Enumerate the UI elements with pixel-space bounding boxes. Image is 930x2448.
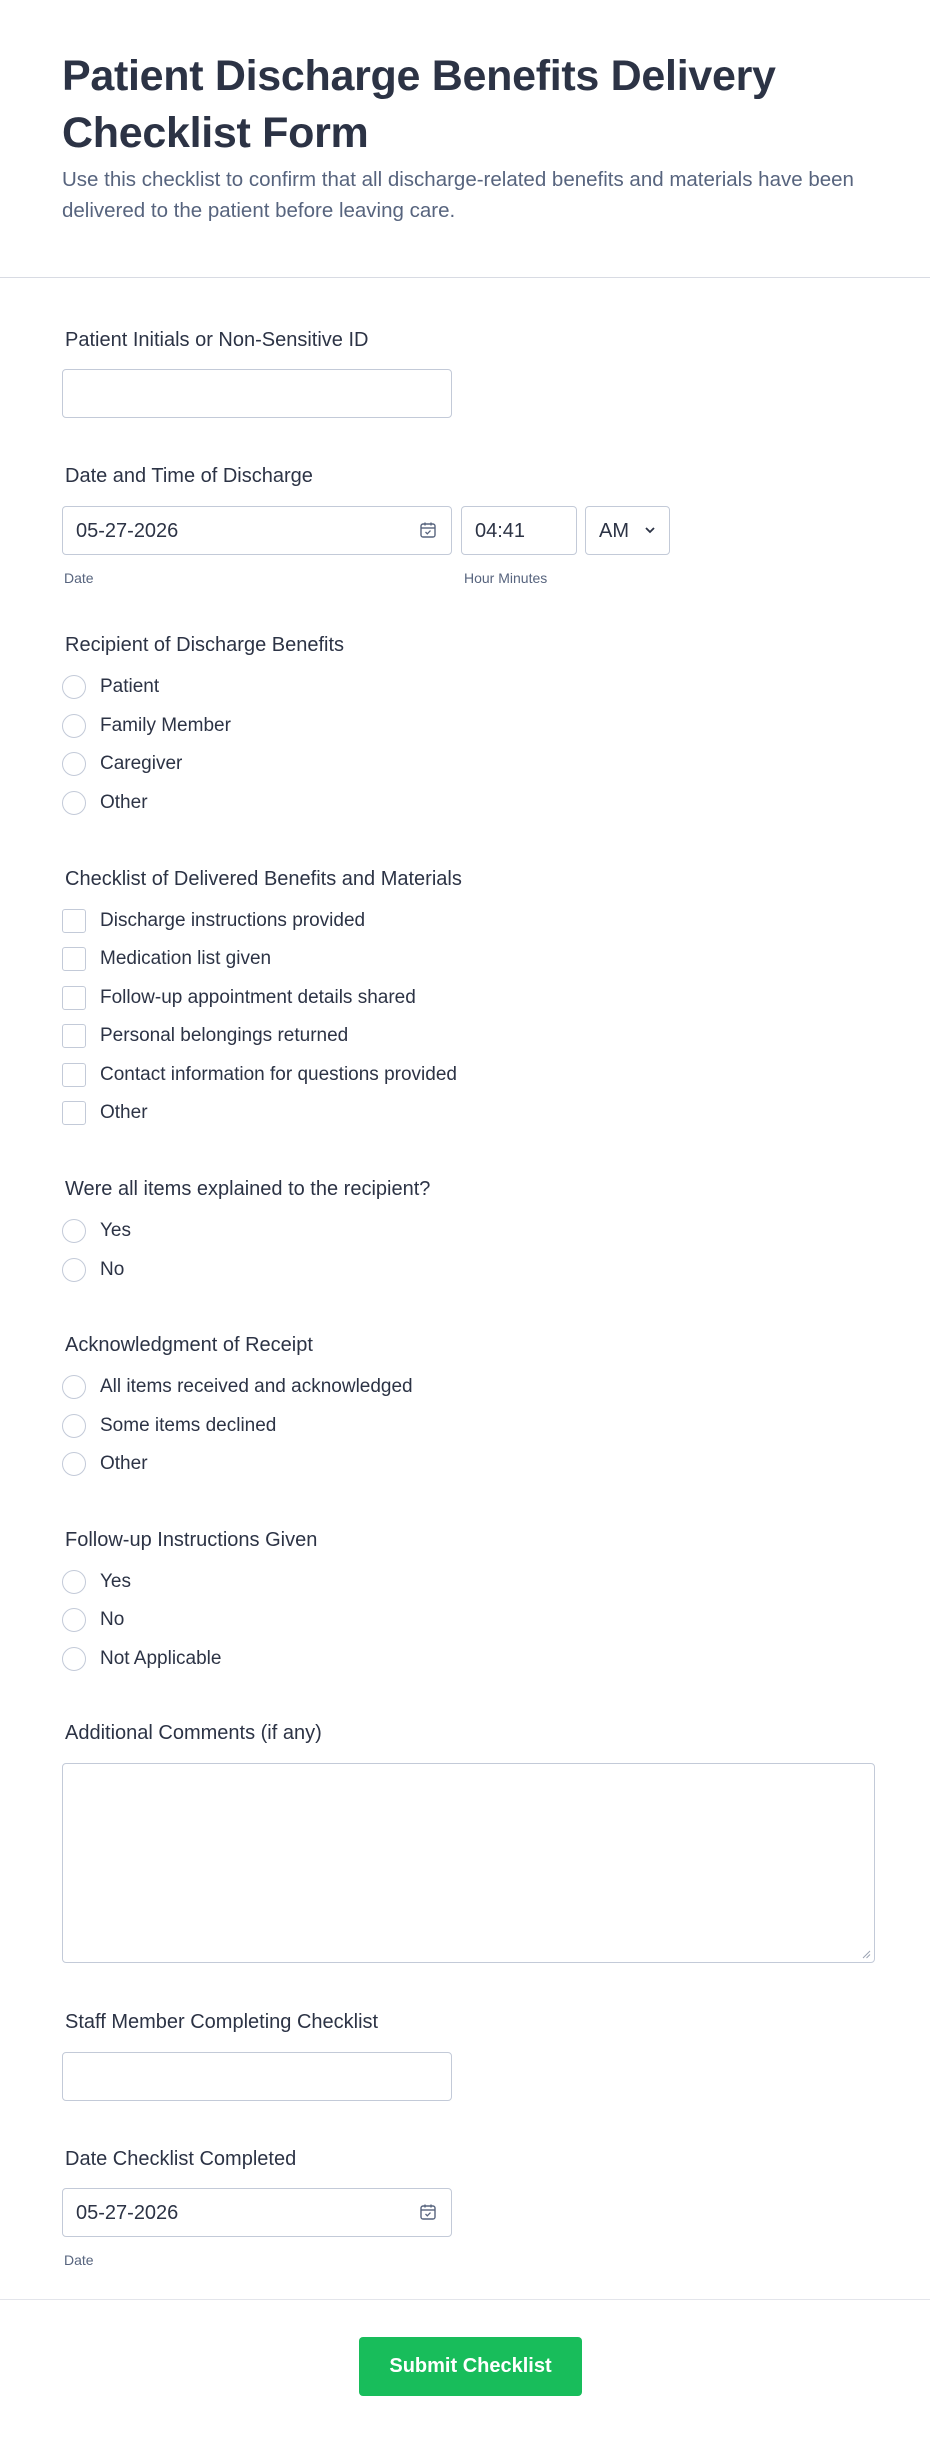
followup-label: Follow-up Instructions Given xyxy=(65,1529,318,1551)
ampm-select[interactable]: AM xyxy=(585,506,670,555)
time-sublabel: Hour Minutes xyxy=(464,570,548,586)
radio-button[interactable] xyxy=(62,675,86,699)
recipient-label: Recipient of Discharge Benefits xyxy=(65,634,345,656)
radio-button[interactable] xyxy=(62,1570,86,1594)
acknowledgment-label: Acknowledgment of Receipt xyxy=(65,1334,313,1356)
checkbox-option[interactable]: Contact information for questions provided xyxy=(62,1062,457,1088)
checkbox[interactable] xyxy=(62,947,86,971)
discharge-time-input[interactable]: 04:41 xyxy=(461,506,577,555)
radio-option-caregiver[interactable]: Caregiver xyxy=(62,751,182,777)
radio-option-not-applicable[interactable]: Not Applicable xyxy=(62,1646,221,1672)
completed-date-input[interactable]: 05-27-2026 xyxy=(62,2188,452,2237)
resize-handle-icon[interactable] xyxy=(861,1949,871,1959)
staff-label: Staff Member Completing Checklist xyxy=(65,2011,379,2033)
checkbox[interactable] xyxy=(62,1101,86,1125)
radio-button[interactable] xyxy=(62,1258,86,1282)
checkbox[interactable] xyxy=(62,1063,86,1087)
radio-button[interactable] xyxy=(62,1414,86,1438)
checkbox-option[interactable]: Discharge instructions provided xyxy=(62,908,365,934)
staff-input[interactable] xyxy=(62,2052,452,2101)
form-description: Use this checklist to confirm that all discharge-related benefits and materials have been delivered to the patient before leaving care. xyxy=(62,168,854,222)
radio-option-no[interactable]: No xyxy=(62,1607,124,1633)
form-header xyxy=(0,0,930,278)
radio-option-other[interactable]: Other xyxy=(62,1451,148,1477)
patient-id-input[interactable] xyxy=(62,369,452,418)
radio-button[interactable] xyxy=(62,1375,86,1399)
calendar-icon[interactable] xyxy=(419,521,437,539)
calendar-icon[interactable] xyxy=(419,2203,437,2221)
radio-button[interactable] xyxy=(62,714,86,738)
checkbox-option[interactable]: Other xyxy=(62,1100,148,1126)
checkbox-option[interactable]: Medication list given xyxy=(62,946,271,972)
date-sublabel: Date xyxy=(64,570,94,586)
radio-button[interactable] xyxy=(62,752,86,776)
radio-button[interactable] xyxy=(62,1608,86,1632)
checkbox[interactable] xyxy=(62,909,86,933)
submit-button[interactable]: Submit Checklist xyxy=(359,2337,582,2396)
checkbox[interactable] xyxy=(62,986,86,1010)
radio-button[interactable] xyxy=(62,1219,86,1243)
discharge-date-input[interactable]: 05-27-2026 xyxy=(62,506,452,555)
discharge-datetime-label: Date and Time of Discharge xyxy=(65,465,313,487)
radio-option-family-member[interactable]: Family Member xyxy=(62,713,231,739)
patient-id-label: Patient Initials or Non-Sensitive ID xyxy=(65,329,369,351)
radio-option-patient[interactable]: Patient xyxy=(62,674,159,700)
form-title: Patient Discharge Benefits Delivery Checklist Form xyxy=(62,52,776,157)
checkbox-option[interactable]: Follow-up appointment details shared xyxy=(62,985,416,1011)
comments-label: Additional Comments (if any) xyxy=(65,1722,322,1744)
checklist-label: Checklist of Delivered Benefits and Materials xyxy=(65,868,462,890)
radio-button[interactable] xyxy=(62,791,86,815)
chevron-down-icon xyxy=(644,525,656,535)
explained-label: Were all items explained to the recipient? xyxy=(65,1178,431,1200)
radio-option-yes[interactable]: Yes xyxy=(62,1569,131,1595)
radio-option-all-received[interactable]: All items received and acknowledged xyxy=(62,1374,413,1400)
radio-option-some-declined[interactable]: Some items declined xyxy=(62,1413,276,1439)
radio-button[interactable] xyxy=(62,1647,86,1671)
completed-date-label: Date Checklist Completed xyxy=(65,2148,297,2170)
radio-option-other[interactable]: Other xyxy=(62,790,148,816)
radio-option-yes[interactable]: Yes xyxy=(62,1218,131,1244)
checkbox[interactable] xyxy=(62,1024,86,1048)
radio-option-no[interactable]: No xyxy=(62,1257,124,1283)
comments-textarea[interactable] xyxy=(62,1763,875,1963)
radio-button[interactable] xyxy=(62,1452,86,1476)
checkbox-option[interactable]: Personal belongings returned xyxy=(62,1023,348,1049)
date-sublabel: Date xyxy=(64,2252,94,2268)
